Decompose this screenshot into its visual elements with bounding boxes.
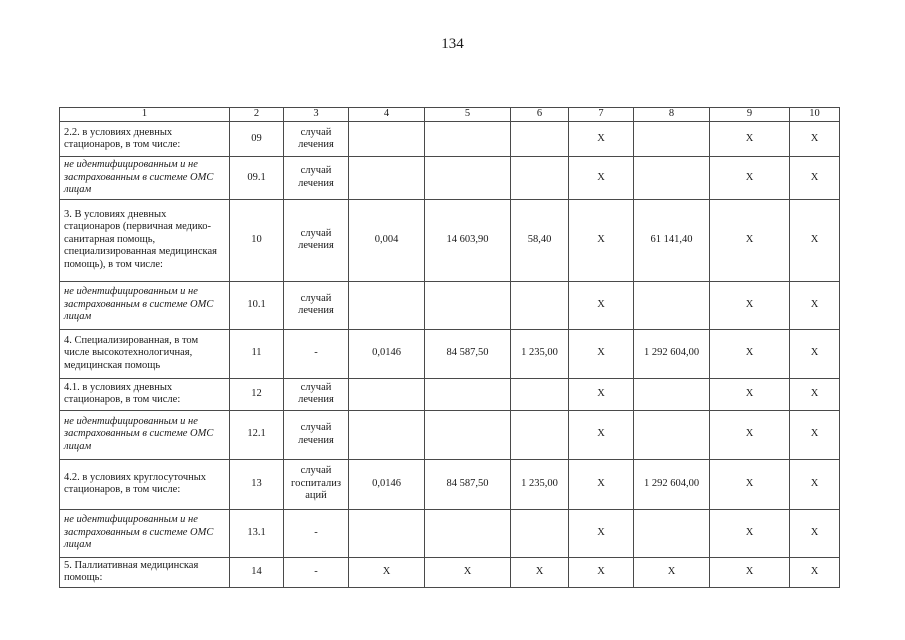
value-cell: Х bbox=[790, 509, 840, 557]
value-cell bbox=[511, 410, 569, 459]
value-cell: Х bbox=[425, 557, 511, 587]
row-label: не идентифицированным и не застрахованным в системе ОМС лицам bbox=[60, 509, 230, 557]
value-cell bbox=[425, 509, 511, 557]
value-cell: Х bbox=[710, 157, 790, 200]
value-cell: 1 235,00 bbox=[511, 329, 569, 378]
unit-cell: случай лечения bbox=[284, 122, 349, 157]
value-cell: Х bbox=[790, 281, 840, 329]
row-code: 09 bbox=[230, 122, 284, 157]
value-cell: Х bbox=[790, 410, 840, 459]
row-label: 4.2. в условиях круглосуточных стационаров, в том числе: bbox=[60, 459, 230, 509]
value-cell: Х bbox=[569, 378, 634, 410]
value-cell: Х bbox=[569, 281, 634, 329]
value-cell bbox=[349, 281, 425, 329]
unit-cell: - bbox=[284, 329, 349, 378]
row-label: 5. Паллиативная медицинская помощь: bbox=[60, 557, 230, 587]
row-code: 12 bbox=[230, 378, 284, 410]
column-number-3: 3 bbox=[284, 108, 349, 122]
value-cell: 1 292 604,00 bbox=[634, 459, 710, 509]
table-row bbox=[60, 329, 840, 378]
value-cell bbox=[511, 378, 569, 410]
table-row bbox=[60, 410, 840, 459]
column-number-9: 9 bbox=[710, 108, 790, 122]
value-cell: Х bbox=[710, 557, 790, 587]
value-cell: Х bbox=[710, 509, 790, 557]
unit-cell: случай лечения bbox=[284, 281, 349, 329]
row-code: 09.1 bbox=[230, 157, 284, 200]
value-cell: 58,40 bbox=[511, 199, 569, 281]
value-cell: Х bbox=[790, 378, 840, 410]
value-cell bbox=[349, 157, 425, 200]
unit-cell: - bbox=[284, 509, 349, 557]
value-cell: Х bbox=[569, 199, 634, 281]
table-row bbox=[60, 557, 840, 587]
value-cell: 0,0146 bbox=[349, 459, 425, 509]
value-cell bbox=[634, 157, 710, 200]
value-cell: Х bbox=[790, 557, 840, 587]
value-cell: Х bbox=[710, 122, 790, 157]
value-cell: Х bbox=[349, 557, 425, 587]
table-row bbox=[60, 281, 840, 329]
value-cell bbox=[511, 281, 569, 329]
value-cell bbox=[349, 378, 425, 410]
table-row bbox=[60, 122, 840, 157]
value-cell: Х bbox=[710, 329, 790, 378]
value-cell: 0,004 bbox=[349, 199, 425, 281]
unit-cell: случай лечения bbox=[284, 157, 349, 200]
value-cell bbox=[511, 157, 569, 200]
value-cell: Х bbox=[710, 410, 790, 459]
table-row bbox=[60, 157, 840, 200]
value-cell bbox=[349, 509, 425, 557]
row-code: 11 bbox=[230, 329, 284, 378]
column-number-6: 6 bbox=[511, 108, 569, 122]
value-cell bbox=[511, 122, 569, 157]
column-number-1: 1 bbox=[60, 108, 230, 122]
row-label: 3. В условиях дневных стационаров (первичная медико-санитарная помощь, специализированная медицинская помощь), в том числе: bbox=[60, 199, 230, 281]
row-code: 12.1 bbox=[230, 410, 284, 459]
column-number-10: 10 bbox=[790, 108, 840, 122]
value-cell: Х bbox=[569, 157, 634, 200]
value-cell: 14 603,90 bbox=[425, 199, 511, 281]
row-code: 13.1 bbox=[230, 509, 284, 557]
value-cell bbox=[634, 378, 710, 410]
column-number-2: 2 bbox=[230, 108, 284, 122]
row-code: 14 bbox=[230, 557, 284, 587]
value-cell bbox=[425, 122, 511, 157]
value-cell: 84 587,50 bbox=[425, 329, 511, 378]
unit-cell: случай госпитализ аций bbox=[284, 459, 349, 509]
row-label: 4.1. в условиях дневных стационаров, в том числе: bbox=[60, 378, 230, 410]
row-label: 2.2. в условиях дневных стационаров, в том числе: bbox=[60, 122, 230, 157]
table-row bbox=[60, 378, 840, 410]
value-cell: 1 292 604,00 bbox=[634, 329, 710, 378]
row-label: 4. Специализированная, в том числе высокотехнологичная, медицинская помощь bbox=[60, 329, 230, 378]
row-code: 10.1 bbox=[230, 281, 284, 329]
value-cell: Х bbox=[569, 410, 634, 459]
value-cell: Х bbox=[710, 199, 790, 281]
value-cell bbox=[511, 509, 569, 557]
column-number-7: 7 bbox=[569, 108, 634, 122]
value-cell: Х bbox=[569, 329, 634, 378]
header-row bbox=[60, 108, 840, 122]
value-cell: 1 235,00 bbox=[511, 459, 569, 509]
value-cell: Х bbox=[511, 557, 569, 587]
value-cell: Х bbox=[569, 509, 634, 557]
row-code: 10 bbox=[230, 199, 284, 281]
row-label: не идентифицированным и не застрахованным в системе ОМС лицам bbox=[60, 410, 230, 459]
column-number-8: 8 bbox=[634, 108, 710, 122]
value-cell bbox=[425, 157, 511, 200]
value-cell bbox=[425, 410, 511, 459]
table-row bbox=[60, 509, 840, 557]
value-cell: Х bbox=[634, 557, 710, 587]
unit-cell: случай лечения bbox=[284, 199, 349, 281]
value-cell: Х bbox=[569, 459, 634, 509]
column-number-5: 5 bbox=[425, 108, 511, 122]
data-table bbox=[59, 107, 840, 588]
value-cell: 61 141,40 bbox=[634, 199, 710, 281]
value-cell: Х bbox=[569, 122, 634, 157]
value-cell bbox=[634, 410, 710, 459]
row-label: не идентифицированным и не застрахованным в системе ОМС лицам bbox=[60, 281, 230, 329]
value-cell bbox=[634, 281, 710, 329]
table-row bbox=[60, 459, 840, 509]
value-cell: 84 587,50 bbox=[425, 459, 511, 509]
column-number-4: 4 bbox=[349, 108, 425, 122]
value-cell: Х bbox=[790, 157, 840, 200]
value-cell: Х bbox=[790, 329, 840, 378]
value-cell: 0,0146 bbox=[349, 329, 425, 378]
row-code: 13 bbox=[230, 459, 284, 509]
value-cell bbox=[634, 122, 710, 157]
row-label: не идентифицированным и не застрахованным в системе ОМС лицам bbox=[60, 157, 230, 200]
value-cell: Х bbox=[710, 378, 790, 410]
value-cell bbox=[349, 410, 425, 459]
value-cell: Х bbox=[790, 459, 840, 509]
value-cell: Х bbox=[790, 199, 840, 281]
value-cell bbox=[425, 281, 511, 329]
value-cell: Х bbox=[710, 281, 790, 329]
value-cell bbox=[349, 122, 425, 157]
value-cell: Х bbox=[710, 459, 790, 509]
table-row bbox=[60, 199, 840, 281]
value-cell bbox=[425, 378, 511, 410]
unit-cell: случай лечения bbox=[284, 410, 349, 459]
value-cell: Х bbox=[790, 122, 840, 157]
page-number: 134 bbox=[441, 36, 464, 52]
value-cell: Х bbox=[569, 557, 634, 587]
unit-cell: случай лечения bbox=[284, 378, 349, 410]
unit-cell: - bbox=[284, 557, 349, 587]
value-cell bbox=[634, 509, 710, 557]
